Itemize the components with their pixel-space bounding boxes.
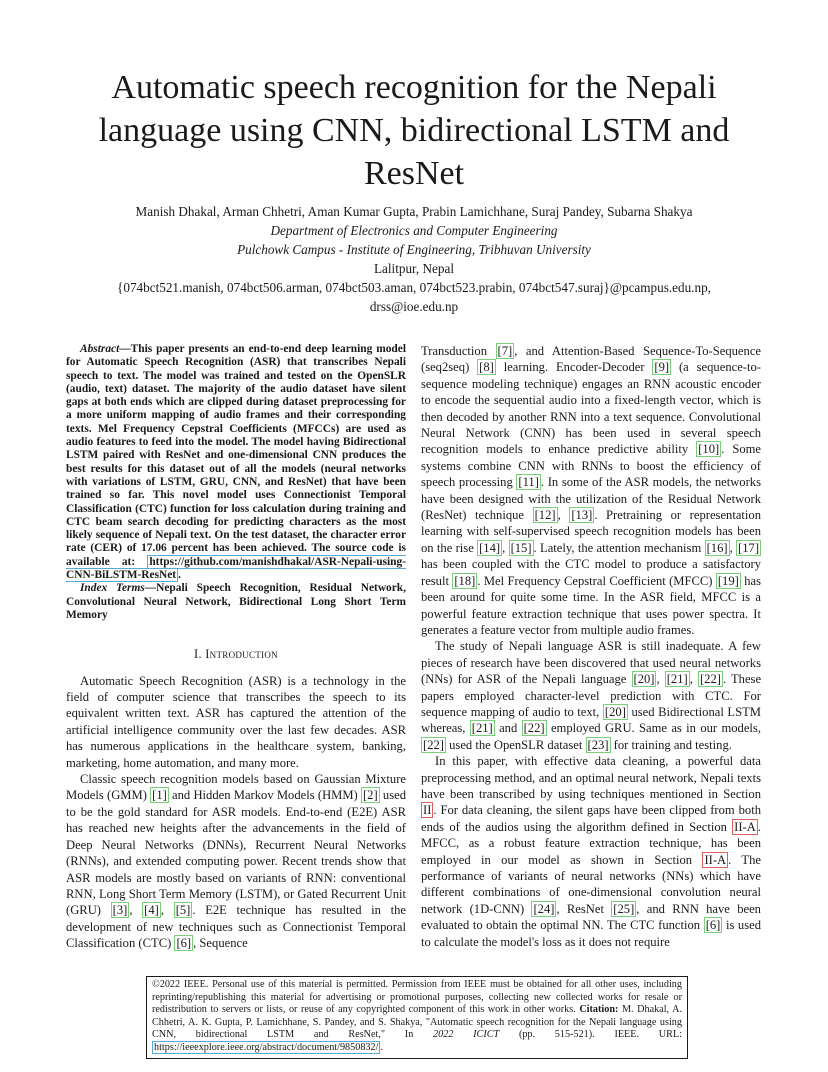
- citation-link[interactable]: [17]: [738, 540, 760, 555]
- citation-link[interactable]: [21]: [666, 672, 688, 687]
- author-email-2: drss@ioe.edu.np: [369, 299, 459, 314]
- right-column: [421, 343, 761, 950]
- citation-link[interactable]: [6]: [176, 936, 192, 951]
- intro-paragraph-4: The study of Nepali language ASR is still inadequate. A few pieces of research have been discovered that used neural networks (NNs) for ASR of the Nepali language [20] , [21] , [22] . These papers employed character-level prediction with CTC. For sequence mapping of audio to text, [20] used Bidirectional LSTM whereas, [21] and [22] employed GRU. Same as in our models, [22] used the OpenSLR dataset [23] for training and testing.: [421, 639, 762, 752]
- citation-link[interactable]: [1]: [152, 788, 167, 803]
- citation-link[interactable]: [4]: [144, 903, 159, 918]
- index-terms-text: —Nepali Speech Recognition, Residual Network, Convolutional Neural Network, Bidirectional Long Short Term Memory: [66, 582, 406, 621]
- section-link[interactable]: II-A: [704, 852, 727, 867]
- citation-link[interactable]: [15]: [510, 540, 532, 555]
- section-title: Introduction: [205, 647, 278, 662]
- citation-link[interactable]: [13]: [571, 508, 593, 523]
- source-code-link[interactable]: https://github.com/manishdhakal/ASR-Nepali-using-CNN-BiLSTM-ResNet: [66, 555, 406, 582]
- author-block: [40, 202, 788, 316]
- abstract-lead: Abstract: [80, 343, 120, 355]
- author-emails: {074bct521.manish, 074bct506.arman, 074bct503.aman, 074bct523.prabin, 074bct547.suraj}@pcampus.edu.np,: [117, 280, 711, 295]
- citation-link[interactable]: [12]: [534, 508, 556, 523]
- index-terms: [66, 582, 406, 622]
- venue: 2022 ICICT: [433, 1029, 500, 1041]
- citation-link[interactable]: [9]: [654, 360, 670, 375]
- citation-link[interactable]: [7]: [497, 344, 513, 358]
- citation-link[interactable]: [8]: [479, 360, 494, 375]
- citation-link[interactable]: [25]: [613, 901, 635, 916]
- citation-link[interactable]: [6]: [705, 918, 721, 933]
- citation-link[interactable]: [18]: [454, 573, 476, 588]
- citation-link[interactable]: [5]: [175, 903, 191, 918]
- citation-link[interactable]: [20]: [604, 704, 626, 719]
- ieee-url-link[interactable]: https://ieeexplore.ieee.org/abstract/document/9850832/: [154, 1041, 379, 1053]
- citation-link[interactable]: [11]: [518, 475, 539, 490]
- citation-link[interactable]: [23]: [587, 737, 609, 752]
- abstract-dash: —: [119, 343, 131, 355]
- author-department: Department of Electronics and Computer Engineering: [270, 223, 558, 238]
- paper-title: Automatic speech recognition for the Nepali language using CNN, bidirectional LSTM and ResNet: [98, 69, 730, 192]
- section-link[interactable]: II-A: [734, 819, 756, 834]
- section-link[interactable]: II: [423, 803, 432, 818]
- abstract-text: This paper presents an end-to-end deep learning model for Automatic Speech Recognition (ASR) that transcribes Nepali speech to text. The model was trained and tested on the OpenSLR (audio, text) dataset. The majority of the audio dataset have silent gaps at both ends which are clipped during dataset preprocessing for a more uniform mapping of audio frames and their corresponding texts. Mel Frequency Cepstral Coefficients (MFCCs) are used as audio features to feed into the model. The model having Bidirectional LSTM paired with ResNet and one-dimensional CNN produces the best results for this dataset out of all the models (neural networks with variations of LSTM, GRU, CNN, and ResNet) that have been trained so far. This novel model uses Connectionist Temporal Classification (CTC) function for loss calculation during training and CTC beam search decoding for predicting characters as the most likely sequence of Nepali text. On the test dataset, the character error rate (CER) of 17.06 percent has been achieved. The source code is available at:: [66, 343, 406, 568]
- intro-paragraph-5: In this paper, with effective data cleaning, a powerful data preprocessing method, and an optimal neural network, Nepali texts have been transcribed by using techniques mentioned in Section II . For data cleaning, the silent gaps have been clipped from both ends of the audios using the algorithm defined in Section II-A . MFCC, as a robust feature extraction technique, has been employed in our model as shown in Section II-A . The performance of variants of neural networks (NNs) which have different combinations of one-dimensional convolution neural network (1D-CNN) [24] , ResNet [25] , and RNN have been evaluated to obtain the optimal NN. The CTC function [6] is used to calculate the model's loss as it does not require: [421, 754, 762, 949]
- copyright-notice: ©2022 IEEE. Personal use of this material is permitted. Permission from IEEE must be obtained for all other uses, including reprinting/republishing this material for advertising or promotional purposes, collecting new collected works for resale or redistribution to servers or lists, or reuse of any copyrighted component of this work in other works. Citation: M. Dhakal, A. Chhetri, A. K. Gupta, P. Lamichhane, S. Pandey, and S. Shakya, "Automatic speech recognition for the Nepali language using CNN, bidirectional LSTM and ResNet," In 2022 ICICT (pp. 515-521). IEEE. URL: https://ieeexplore.ieee.org/abstract/document/9850832/ .: [146, 976, 688, 1059]
- abstract-end: .: [178, 569, 181, 582]
- index-terms-lead: Index Terms: [80, 582, 145, 595]
- citation-link[interactable]: [10]: [698, 442, 720, 457]
- author-institution: Pulchowk Campus - Institute of Engineering, Tribhuvan University: [237, 242, 591, 257]
- author-location: Lalitpur, Nepal: [373, 261, 455, 276]
- citation-link[interactable]: [14]: [479, 540, 501, 555]
- section-number: I.: [194, 647, 202, 662]
- citation-link[interactable]: [22]: [423, 737, 444, 752]
- citation-link[interactable]: [2]: [362, 788, 378, 803]
- citation-link[interactable]: [21]: [471, 721, 493, 736]
- citation-link[interactable]: [3]: [112, 903, 128, 918]
- citation-link[interactable]: [22]: [523, 721, 545, 736]
- citation-label: Citation:: [579, 1004, 619, 1016]
- intro-paragraph-3: Transduction [7] , and Attention-Based Sequence-To-Sequence (seq2seq) [8] learning. Encoder-Decoder [9] (a sequence-to-sequence modeling technique) engages an RNN acoustic encoder to encode the sequential audio into a fixed-length vector, which is then decoded by another RNN into a text sequence. Convolutional Neural Network (CNN) has been used in several speech recognition models to enhance predictive ability [10] . Some systems combine CNN with RNNs to boost the efficiency of speech processing [11] . In some of the ASR models, the networks have been designed with the utilization of the Residual Network (ResNet) technique [12] , [13] . Pretraining or representation learning with self-supervised speech recognition models has been on the rise [14] , [15] . Lately, the attention mechanism [16] , [17] has been coupled with the CTC model to produce a satisfactory result [18] . Mel Frequency Cepstral Coefficient (MFCC) [19] has been around for quite some time. In the ASR field, MFCC is a powerful feature extraction technique that uses power spectra. It generates a feature vector from multiple audio frames.: [421, 344, 762, 637]
- citation-link[interactable]: [24]: [533, 901, 555, 916]
- section-heading: [66, 646, 406, 662]
- intro-paragraph-2: Classic speech recognition models based on Gaussian Mixture Models (GMM) [1] and Hidden Markov Models (HMM) [2] used to be the gold standard for ASR models. End-to-end (E2E) ASR has reached new heights after the advancements in the field of Deep Neural Networks (DNNs), Recurrent Neural Networks (RNNs), and extended computing power. Recent trends show that ASR models are mostly based on variants of RNN: conventional RNN, Long Short Term Memory (LSTM), or Gated Recurrent Unit (GRU) [3] , [4] , [5] . E2E technique has resulted in the development of new techniques such as Connectionist Temporal Classification (CTC) [6] , Sequence: [66, 772, 407, 951]
- citation-link[interactable]: [19]: [717, 573, 739, 588]
- author-names: Manish Dhakal, Arman Chhetri, Aman Kumar Gupta, Prabin Lamichhane, Suraj Pandey, Subarna Shakya: [135, 204, 693, 219]
- intro-paragraph-1: Automatic Speech Recognition (ASR) is a technology in the field of computer science that transcribes the speech to its equivalent written text. ASR has captured the attention of the artificial intelligence community over the last few decades. ASR has numerous applications in the healthcare system, banking, marketing, home automation, and many more.: [66, 673, 406, 770]
- citation-link[interactable]: [22]: [699, 672, 721, 687]
- abstract: [66, 343, 406, 582]
- citation-link[interactable]: [16]: [706, 540, 728, 555]
- left-column: [66, 343, 406, 952]
- citation-link[interactable]: [20]: [633, 672, 655, 687]
